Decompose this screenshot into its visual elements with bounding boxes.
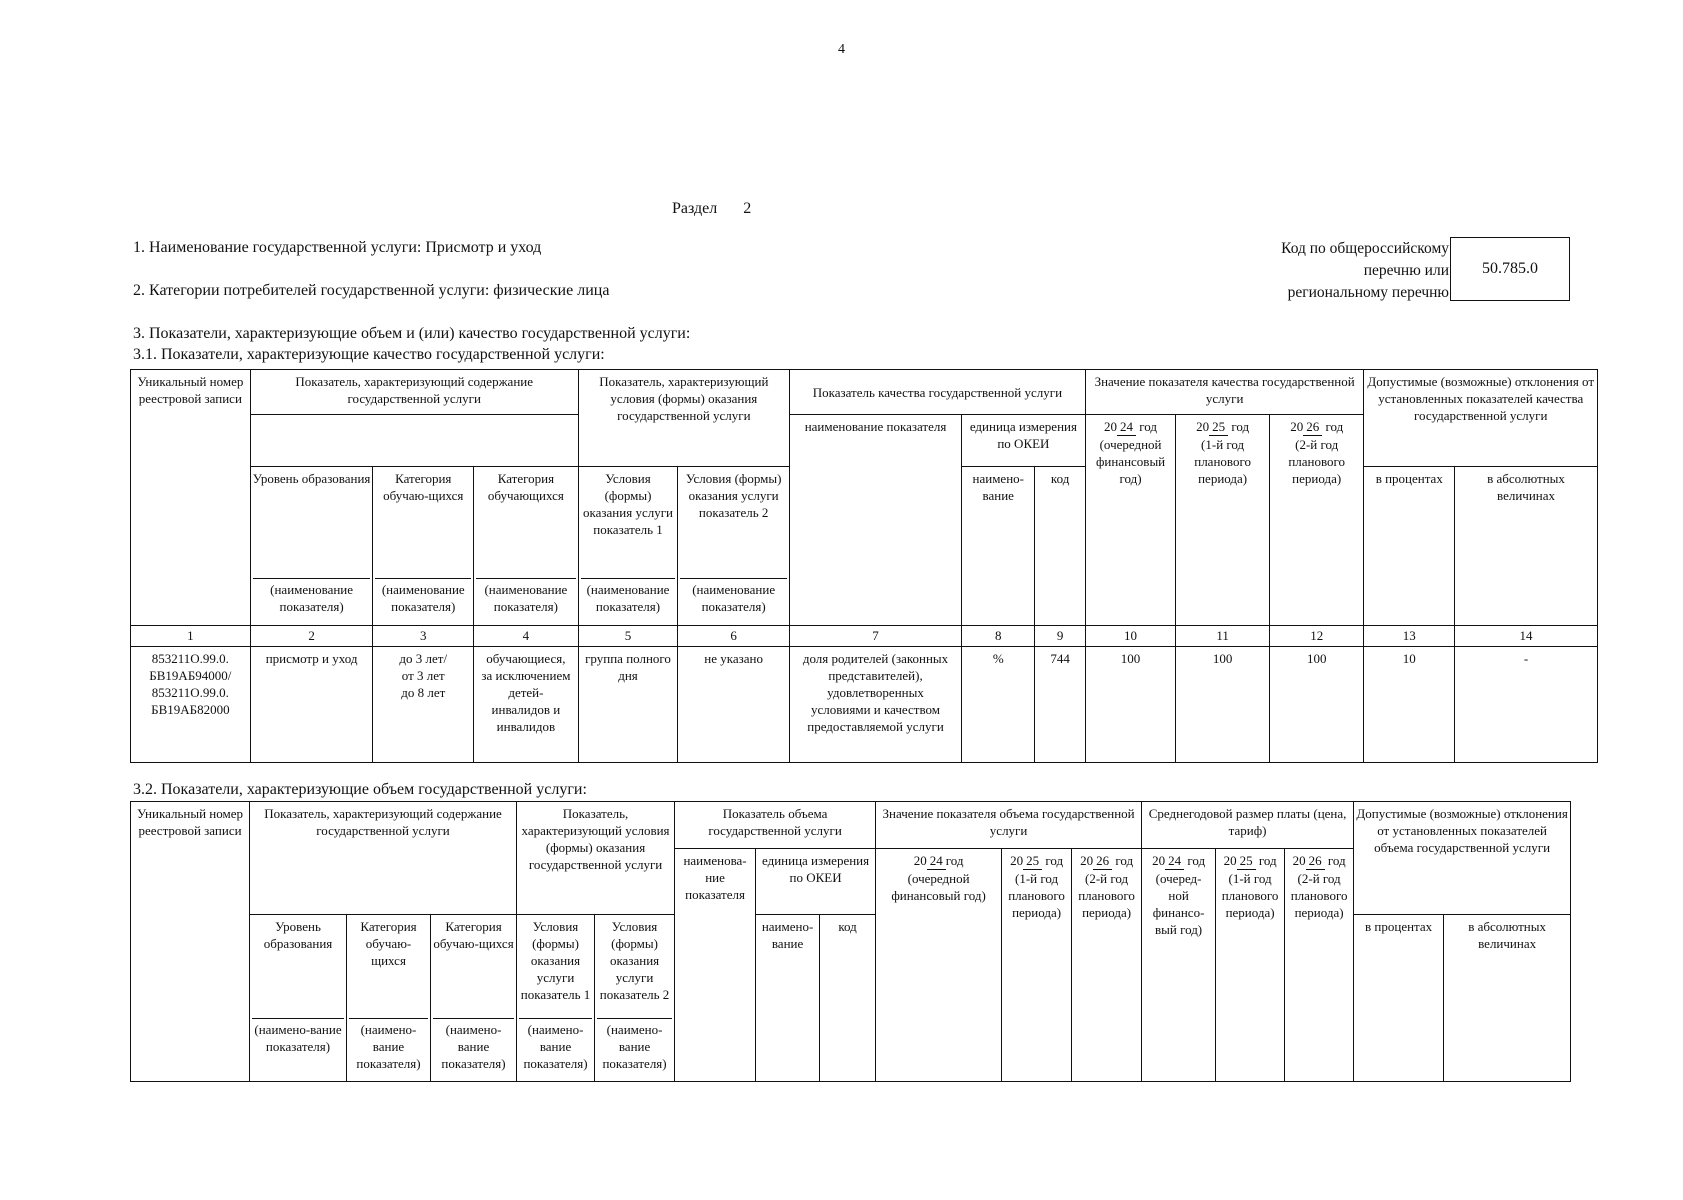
header-value-year-3 — [1072, 849, 1142, 1082]
cell-record-number — [131, 647, 251, 763]
cell-line: инвалидов и — [491, 702, 561, 717]
year-prefix: 20 — [1080, 853, 1094, 868]
column-number: 13 — [1364, 626, 1455, 647]
year-desc: (2-й год — [1295, 437, 1339, 452]
header-deviation: Допустимые (возможные) отклонения от установленных показателей объема государственной услуги — [1354, 802, 1571, 915]
header-condition-2-text: Условия (формы) оказания услуги показатель 2 — [685, 471, 782, 520]
cell-line: группа полного — [585, 651, 671, 666]
code-label-line: перечню или — [1363, 262, 1449, 279]
column-number: 10 — [1085, 626, 1176, 647]
year-suffix: год — [1115, 853, 1134, 868]
year-prefix: 20 — [1152, 853, 1166, 868]
header-deviation: Допустимые (возможные) отклонения от установленных показателей качества государственной услуги — [1364, 370, 1598, 467]
header-name-paren: (наименование показателя) — [476, 578, 576, 615]
year-value: 24 — [927, 852, 946, 870]
header-level-text: Уровень образования — [252, 471, 371, 486]
service-name: 1. Наименование государственной услуги: Присмотр и уход — [133, 239, 542, 256]
column-number-row — [131, 626, 1598, 647]
year-suffix: год — [1258, 853, 1277, 868]
column-number: 11 — [1176, 626, 1270, 647]
header-conditions: Показатель, характеризующий условия (формы) оказания государственной услуги — [578, 370, 789, 467]
cell-line: условиями и качеством — [811, 702, 940, 717]
cell-deviation-percent: 10 — [1364, 647, 1455, 763]
code-label-line: Код по общероссийскому — [1281, 240, 1449, 257]
cell-category-1 — [373, 647, 474, 763]
header-name-paren: (наимено-вание показателя) — [519, 1018, 592, 1072]
year-suffix: год — [945, 853, 964, 868]
header-condition-1-text: Условия (формы) оказания услуги показатель 1 — [520, 919, 591, 1002]
year-suffix: год — [1231, 419, 1250, 434]
year-suffix: год — [1045, 853, 1064, 868]
code-label-line: региональному перечню — [1287, 284, 1449, 301]
cell-line: доля родителей (законных — [802, 651, 949, 666]
column-number: 9 — [1035, 626, 1085, 647]
header-category-1-text: Категория обучаю-щихся — [360, 919, 417, 968]
cell-value-year-2: 100 — [1176, 647, 1270, 763]
header-volume-indicator: Показатель объема государственной услуги — [675, 802, 876, 849]
header-year-3 — [1269, 415, 1364, 626]
header-content-spacer — [250, 415, 578, 467]
cell-line: представителей), — [828, 668, 923, 683]
year-suffix: год — [1187, 853, 1206, 868]
cell-indicator-name — [790, 647, 962, 763]
column-number: 5 — [578, 626, 678, 647]
header-unit-code: код — [820, 915, 876, 1082]
header-condition-1-text: Условия (формы) оказания услуги показатель 1 — [583, 471, 673, 537]
header-category-1 — [347, 915, 431, 1082]
quality-table — [130, 369, 1598, 763]
header-category-1-text: Категория обучаю-щихся — [383, 471, 464, 503]
cell-condition-1 — [578, 647, 678, 763]
header-condition-1 — [578, 467, 678, 626]
indicators-heading: 3. Показатели, характеризующие объем и (или) качество государственной услуги: — [133, 325, 691, 342]
header-unit-name: наимено-вание — [962, 467, 1035, 626]
header-level — [250, 467, 373, 626]
column-number: 4 — [474, 626, 579, 647]
header-category-2 — [431, 915, 517, 1082]
header-fee-year-1 — [1142, 849, 1216, 1082]
header-value-year-1 — [876, 849, 1002, 1082]
header-unit: единица измерения по ОКЕИ — [962, 415, 1086, 467]
column-number: 3 — [373, 626, 474, 647]
header-condition-2 — [678, 467, 790, 626]
year-desc: периода) — [1012, 905, 1062, 920]
year-value: 26 — [1306, 852, 1325, 870]
year-desc: планового — [1288, 454, 1346, 469]
year-suffix: год — [1325, 419, 1344, 434]
year-desc: периода) — [1225, 905, 1275, 920]
year-suffix: год — [1327, 853, 1346, 868]
year-prefix: 20 — [913, 853, 927, 868]
section-number: 2 — [743, 200, 752, 217]
header-level — [250, 915, 347, 1082]
cell-unit-code: 744 — [1035, 647, 1085, 763]
header-indicator-name: наименование показателя — [790, 415, 962, 626]
header-category-2 — [474, 467, 579, 626]
header-indicator-name: наименова-ние показателя — [675, 849, 756, 1082]
header-unique-record: Уникальный номер реестровой записи — [131, 370, 251, 626]
header-name-paren: (наименование показателя) — [375, 578, 471, 615]
column-number: 6 — [678, 626, 790, 647]
header-name-paren: (наимено-вание показателя) — [433, 1018, 514, 1072]
record-line: БВ19АБ82000 — [151, 702, 230, 717]
year-desc: (очеред- — [1155, 871, 1202, 886]
year-value: 24 — [1117, 418, 1136, 436]
header-conditions: Показатель, характеризующий условия (формы) оказания государственной услуги — [517, 802, 675, 915]
cell-level: присмотр и уход — [250, 647, 373, 763]
year-desc: (очередной — [1099, 437, 1162, 452]
header-deviation-percent: в процентах — [1354, 915, 1444, 1082]
section-title — [672, 200, 751, 218]
header-fee: Среднегодовой размер платы (цена, тариф) — [1142, 802, 1354, 849]
header-unique-record: Уникальный номер реестровой записи — [131, 802, 250, 1082]
cell-line: до 8 лет — [401, 685, 446, 700]
record-line: 853211О.99.0. — [151, 685, 229, 700]
year-desc: финансо- — [1152, 905, 1205, 920]
header-indicator-value: Значение показателя качества государственной услуги — [1085, 370, 1364, 415]
year-value: 26 — [1093, 852, 1112, 870]
year-desc: периода) — [1082, 905, 1132, 920]
year-desc: (1-й год — [1201, 437, 1245, 452]
header-unit: единица измерения по ОКЕИ — [756, 849, 876, 915]
year-prefix: 20 — [1292, 853, 1306, 868]
cell-condition-2: не указано — [678, 647, 790, 763]
header-unit-code: код — [1035, 467, 1085, 626]
record-line: БВ19АБ94000/ — [149, 668, 232, 683]
year-desc: (2-й год — [1085, 871, 1129, 886]
column-number: 12 — [1269, 626, 1364, 647]
header-content: Показатель, характеризующий содержание государственной услуги — [250, 802, 517, 915]
header-deviation-absolute: в абсолютных величинах — [1444, 915, 1571, 1082]
year-prefix: 20 — [1290, 419, 1304, 434]
year-desc: планового — [1221, 888, 1279, 903]
column-number: 7 — [790, 626, 962, 647]
header-name-paren: (наименование показателя) — [680, 578, 787, 615]
year-suffix: год — [1139, 419, 1158, 434]
header-deviation-absolute: в абсолютных величинах — [1455, 467, 1598, 626]
header-condition-1 — [517, 915, 595, 1082]
column-number: 2 — [250, 626, 373, 647]
year-desc: периода) — [1294, 905, 1344, 920]
registry-code-box: 50.785.0 — [1450, 237, 1570, 301]
year-value: 25 — [1209, 418, 1228, 436]
cell-line: до 3 лет/ — [399, 651, 448, 666]
year-prefix: 20 — [1104, 419, 1118, 434]
header-category-1 — [373, 467, 474, 626]
record-line: 853211О.99.0. — [151, 651, 229, 666]
header-name-paren: (наименование показателя) — [253, 578, 371, 615]
cell-line: от 3 лет — [401, 668, 445, 683]
cell-value-year-3: 100 — [1269, 647, 1364, 763]
year-value: 25 — [1023, 852, 1042, 870]
cell-line: обучающиеся, — [486, 651, 566, 666]
year-desc: финансовый год) — [891, 888, 986, 903]
header-deviation-percent: в процентах — [1364, 467, 1455, 626]
header-content: Показатель, характеризующий содержание государственной услуги — [250, 370, 578, 415]
year-desc: планового — [1194, 454, 1251, 469]
year-value: 24 — [1165, 852, 1184, 870]
header-name-paren: (наименование показателя) — [581, 578, 676, 615]
column-number: 1 — [131, 626, 251, 647]
year-desc: периода) — [1198, 471, 1248, 486]
header-fee-year-2 — [1216, 849, 1285, 1082]
cell-category-2 — [474, 647, 579, 763]
year-desc: планового — [1008, 888, 1065, 903]
header-value-year-2 — [1002, 849, 1072, 1082]
header-level-text: Уровень образования — [263, 919, 333, 951]
page-number: 4 — [838, 42, 845, 57]
cell-line: инвалидов — [496, 719, 556, 734]
header-condition-2 — [595, 915, 675, 1082]
header-unit-name: наимено-вание — [756, 915, 820, 1082]
header-category-2-text: Категория обучающихся — [487, 471, 564, 503]
year-desc: планового — [1078, 888, 1135, 903]
consumer-category: 2. Категории потребителей государственной услуги: физические лица — [133, 282, 610, 299]
year-desc: год) — [1119, 471, 1142, 486]
year-desc: периода) — [1292, 471, 1342, 486]
header-year-1 — [1085, 415, 1176, 626]
year-desc: финансовый — [1095, 454, 1166, 469]
cell-deviation-absolute: - — [1455, 647, 1598, 763]
header-name-paren: (наимено-вание показателя) — [597, 1018, 672, 1072]
quality-heading: 3.1. Показатели, характеризующие качество государственной услуги: — [133, 346, 605, 363]
year-desc: (1-й год — [1228, 871, 1272, 886]
year-desc: (2-й год — [1297, 871, 1341, 886]
section-label: Раздел — [672, 200, 718, 217]
volume-heading: 3.2. Показатели, характеризующие объем государственной услуги: — [133, 781, 587, 798]
cell-line: за исключением — [481, 668, 571, 683]
column-number: 14 — [1455, 626, 1598, 647]
cell-line: удовлетворенных — [827, 685, 924, 700]
header-name-paren: (наимено-вание показателя) — [349, 1018, 428, 1072]
year-value: 25 — [1237, 852, 1256, 870]
header-category-2-text: Категория обучаю-щихся — [433, 919, 514, 951]
cell-value-year-1: 100 — [1085, 647, 1176, 763]
year-desc: (1-й год — [1015, 871, 1059, 886]
header-indicator-value: Значение показателя объема государственной услуги — [876, 802, 1142, 849]
cell-line: детей- — [508, 685, 544, 700]
year-prefix: 20 — [1223, 853, 1237, 868]
table-row — [131, 647, 1598, 763]
header-fee-year-3 — [1285, 849, 1354, 1082]
cell-unit-name: % — [962, 647, 1035, 763]
year-desc: планового — [1290, 888, 1348, 903]
header-name-paren: (наимено-вание показателя) — [252, 1018, 344, 1055]
column-number: 8 — [962, 626, 1035, 647]
header-condition-2-text: Условия (формы) оказания услуги показатель 2 — [599, 919, 670, 1002]
year-desc: (очередной — [907, 871, 970, 886]
cell-line: предоставляемой услуги — [807, 719, 944, 734]
year-desc: вый год) — [1154, 922, 1203, 937]
year-prefix: 20 — [1196, 419, 1210, 434]
year-prefix: 20 — [1010, 853, 1024, 868]
header-quality-indicator: Показатель качества государственной услуги — [790, 370, 1086, 415]
volume-table — [130, 801, 1571, 1082]
year-value: 26 — [1303, 418, 1322, 436]
registry-code-label — [1180, 238, 1449, 304]
header-year-2 — [1176, 415, 1270, 626]
cell-line: дня — [618, 668, 638, 683]
year-desc: ной — [1168, 888, 1189, 903]
